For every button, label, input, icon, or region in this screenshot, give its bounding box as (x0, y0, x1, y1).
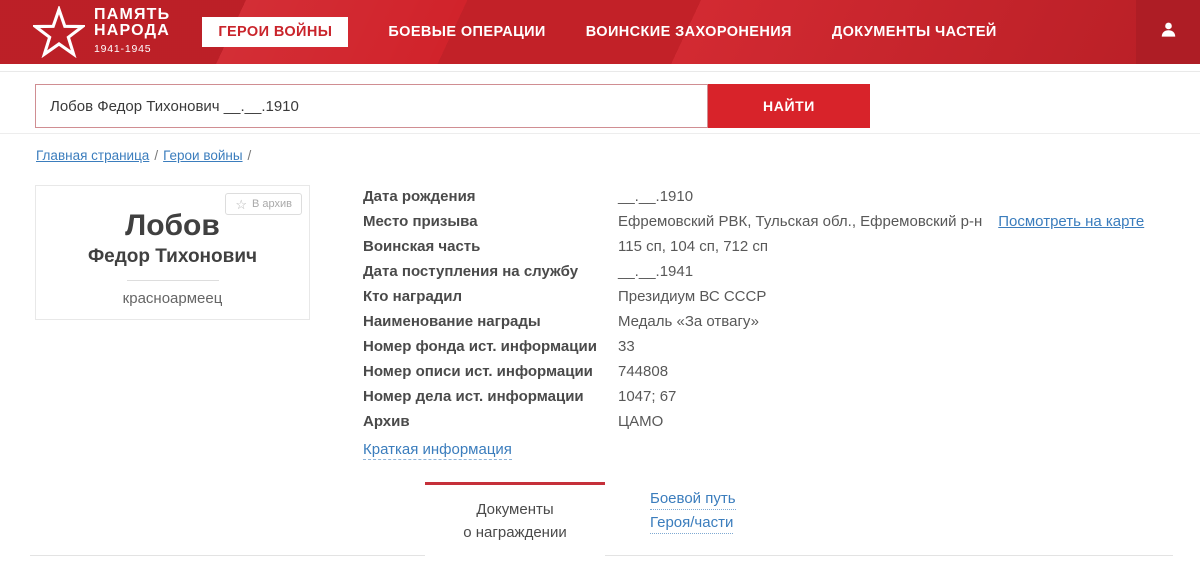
favorite-star-icon: ☆ (235, 196, 247, 212)
panel-bottom-border-left (30, 555, 425, 556)
add-to-archive-button[interactable] (225, 193, 302, 215)
detail-row-inventory-number (363, 359, 1173, 384)
detail-value: 33 (618, 338, 635, 355)
main-nav (202, 17, 996, 47)
person-card (35, 185, 310, 320)
nav-item-operations[interactable]: БОЕВЫЕ ОПЕРАЦИИ (388, 24, 546, 40)
detail-label: Дата рождения (363, 188, 476, 205)
detail-value: 1047; 67 (618, 388, 677, 405)
site-logo[interactable] (33, 6, 170, 58)
site-header (0, 0, 1200, 64)
detail-label: Архив (363, 413, 410, 430)
detail-label: Воинская часть (363, 238, 481, 255)
detail-row-awarded-by (363, 284, 1173, 309)
search-input[interactable] (35, 84, 708, 128)
tab-combat-path-line2: Героя/части (650, 513, 733, 534)
detail-label: Наименование награды (363, 313, 541, 330)
detail-row-military-unit (363, 234, 1173, 259)
breadcrumb (36, 148, 256, 163)
detail-value: Президиум ВС СССР (618, 288, 767, 305)
detail-label: Номер фонда ист. информации (363, 338, 597, 355)
detail-row-service-start-date (363, 259, 1173, 284)
detail-row-birth-date (363, 184, 1173, 209)
detail-label: Номер описи ист. информации (363, 363, 593, 380)
logo-line1: ПАМЯТЬ (94, 6, 171, 23)
detail-value: Медаль «За отвагу» (618, 313, 759, 330)
nav-item-unit-documents[interactable]: ДОКУМЕНТЫ ЧАСТЕЙ (831, 24, 997, 40)
brief-information-link[interactable]: Краткая информация (363, 441, 512, 458)
detail-row-fund-number (363, 334, 1173, 359)
logo-text (94, 7, 170, 57)
detail-value: 115 сп, 104 сп, 712 сп (618, 238, 769, 255)
user-account-button[interactable] (1136, 0, 1200, 64)
logo-years: 1941-1945 (94, 43, 152, 55)
breadcrumb-home-link[interactable]: Главная страница (36, 148, 150, 163)
detail-value: ЦАМО (618, 413, 664, 430)
person-surname: Лобов (125, 209, 220, 242)
tab-combat-path-line1: Боевой путь (650, 489, 736, 510)
tab-award-documents-line1: Документы (476, 501, 554, 518)
logo-line2: НАРОДА (94, 22, 170, 39)
detail-row-archive (363, 409, 1173, 434)
nav-item-heroes[interactable]: ГЕРОИ ВОЙНЫ (202, 17, 348, 47)
tab-combat-path[interactable] (650, 489, 736, 537)
detail-label: Кто наградил (363, 288, 463, 305)
panel-bottom-border-right (605, 555, 1173, 556)
detail-row-conscription-place (363, 209, 1173, 234)
person-rank: красноармеец (122, 290, 223, 307)
detail-value: __.__.1910 (618, 188, 694, 205)
detail-value: 744808 (618, 363, 669, 380)
archive-button-label: В архив (252, 198, 292, 210)
star-logo-icon (33, 6, 85, 58)
record-details (363, 184, 1173, 434)
detail-label: Номер дела ист. информации (363, 388, 584, 405)
breadcrumb-separator: / (154, 148, 159, 163)
tab-award-documents-line2: о награждении (463, 524, 567, 541)
detail-row-award-name (363, 309, 1173, 334)
view-on-map-link[interactable]: Посмотреть на карте (998, 213, 1145, 230)
card-divider (127, 280, 219, 281)
detail-value: __.__.1941 (618, 263, 694, 280)
detail-value: Ефремовский РВК, Тульская обл., Ефремовский р-н (618, 213, 983, 230)
user-icon (1159, 20, 1178, 44)
person-name-patronymic: Федор Тихонович (87, 246, 258, 267)
tab-award-documents[interactable] (425, 482, 605, 586)
nav-item-burials[interactable]: ВОИНСКИЕ ЗАХОРОНЕНИЯ (585, 24, 792, 40)
breadcrumb-separator: / (247, 148, 252, 163)
detail-row-case-number (363, 384, 1173, 409)
detail-label: Место призыва (363, 213, 478, 230)
breadcrumb-heroes-link[interactable]: Герои войны (163, 148, 243, 163)
detail-label: Дата поступления на службу (363, 263, 579, 280)
search-button[interactable]: НАЙТИ (708, 84, 870, 128)
